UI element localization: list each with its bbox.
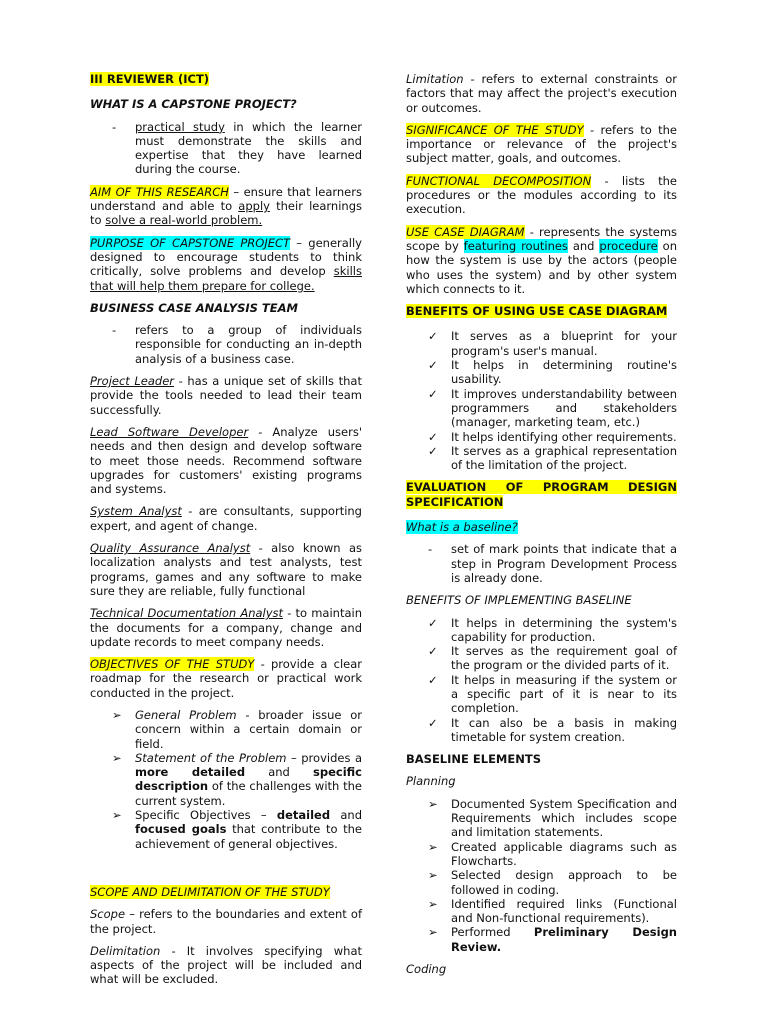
- system-analyst-paragraph: System Analyst - are consultants, supporting expert, and agent of change.: [90, 504, 362, 533]
- arrow-bullet-icon: ➢: [428, 839, 438, 854]
- arrow-bullet-icon: ➢: [428, 925, 438, 940]
- coding-subheading: Coding: [406, 962, 447, 977]
- benefits-list: [406, 329, 677, 472]
- arrow-bullet-icon: ➢: [112, 707, 122, 722]
- list-item: - refers to a group of individuals responsible for conducting an in-depth analysis of a business case.: [112, 323, 362, 366]
- evaluation-heading: EVALUATION OF PROGRAM DESIGN SPECIFICATION: [406, 480, 677, 509]
- arrow-bullet-icon: ➢: [428, 796, 438, 811]
- checkmark-icon: ✓: [428, 672, 438, 687]
- list-item: ➢ Statement of the Problem – provides a more detailed and specific description of the challenges with the current system.: [112, 750, 362, 808]
- functional-decomposition-paragraph: FUNCTIONAL DECOMPOSITION - lists the procedures or the modules according to its execution.: [406, 173, 677, 217]
- team-definition-list: [90, 323, 362, 366]
- list-item: ➢ Identified required links (Functional and Non-functional requirements).: [428, 896, 677, 926]
- dash-marker: -: [428, 542, 433, 557]
- checkmark-icon: ✓: [428, 329, 438, 344]
- list-item: - practical study in which the learner must demonstrate the skills and expertise that they have learned during the course.: [112, 119, 362, 177]
- project-leader-paragraph: Project Leader - has a unique set of skills that provide the tools needed to lead their team successfully.: [90, 374, 362, 417]
- baseline-question: What is a baseline?: [406, 520, 518, 535]
- list-item: ✓ It serves as a blueprint for your program's user's manual.: [428, 329, 677, 358]
- planning-subheading: Planning: [406, 774, 456, 789]
- limitation-paragraph: Limitation - refers to external constraints or factors that may affect the project's execution or outcomes.: [406, 72, 677, 115]
- list-item: ✓ It helps identifying other requirements.: [428, 429, 677, 444]
- document-title: III REVIEWER (ICT): [90, 72, 210, 86]
- checkmark-icon: ✓: [428, 429, 438, 444]
- arrow-bullet-icon: ➢: [428, 896, 438, 911]
- objectives-paragraph: OBJECTIVES OF THE STUDY - provide a clear roadmap for the research or practical work conducted in the project.: [90, 657, 363, 700]
- list-item: ➢ General Problem - broader issue or concern within a certain domain or field.: [112, 707, 363, 751]
- checkmark-icon: ✓: [428, 644, 438, 659]
- list-item: ➢ Documented System Specification and Requirements which includes scope and limitation statements.: [428, 796, 677, 840]
- checkmark-icon: ✓: [428, 386, 438, 401]
- aim-paragraph: AIM OF THIS RESEARCH – ensure that learners understand and able to apply their learnings to solve a real-world problem.: [90, 184, 362, 228]
- dash-marker: -: [112, 323, 117, 338]
- checkmark-icon: ✓: [428, 358, 438, 373]
- right-column: [406, 72, 677, 984]
- team-heading: BUSINESS CASE ANALYSIS TEAM: [90, 300, 298, 315]
- list-item: ✓ It serves as the requirement goal of the program or the divided parts of it.: [428, 644, 677, 673]
- list-item: ✓ It helps in determining the system's capability for production.: [428, 615, 677, 644]
- capstone-definition-list: [90, 120, 362, 177]
- planning-list: [406, 797, 677, 954]
- list-item: ➢ Created applicable diagrams such as Flowcharts.: [428, 839, 677, 868]
- list-item: ✓ It helps in determining routine's usability.: [428, 358, 677, 387]
- list-item: ✓ It helps in measuring if the system or a specific part of it is near to its completion.: [428, 672, 677, 716]
- implementing-baseline-heading: BENEFITS OF IMPLEMENTING BASELINE: [406, 593, 632, 608]
- arrow-bullet-icon: ➢: [428, 868, 438, 883]
- list-item: ✓ It improves understandability between programmers and stakeholders (manager, marketing team, etc.): [428, 386, 677, 430]
- scope-heading: SCOPE AND DELIMITATION OF THE STUDY: [90, 884, 330, 899]
- arrow-bullet-icon: ➢: [112, 808, 122, 823]
- use-case-diagram-paragraph: USE CASE DIAGRAM - represents the systems scope by featuring routines and procedure on how the system is use by the actors (people who uses the system) and by other system which connects to it.: [406, 224, 678, 296]
- arrow-bullet-icon: ➢: [112, 750, 122, 765]
- baseline-definition-list: [406, 542, 677, 585]
- benefits-heading: BENEFITS OF USING USE CASE DIAGRAM: [406, 304, 668, 319]
- lead-developer-paragraph: Lead Software Developer - Analyze users' needs and then design and develop software to meet those needs. Recommend software upgrades for customers' existing programs and systems.: [90, 424, 363, 497]
- tech-doc-analyst-paragraph: Technical Documentation Analyst - to maintain the documents for a company, change and update records to meet company needs.: [90, 606, 362, 649]
- list-item: - set of mark points that indicate that a step in Program Development Process is already done.: [428, 542, 677, 585]
- list-item: ➢ Performed Preliminary Design Review.: [428, 925, 677, 954]
- purpose-paragraph: PURPOSE OF CAPSTONE PROJECT – generally designed to encourage students to think critically, solve problems and develop skills that will help them prepare for college.: [90, 235, 362, 293]
- scope-paragraph: Scope – refers to the boundaries and extent of the project.: [90, 907, 362, 936]
- checkmark-icon: ✓: [428, 615, 438, 630]
- implementing-baseline-list: [406, 616, 677, 745]
- list-item: ✓ It serves as a graphical representation of the limitation of the project.: [428, 443, 677, 473]
- baseline-elements-heading: BASELINE ELEMENTS: [406, 752, 541, 767]
- list-item: ➢ Specific Objectives – detailed and focused goals that contribute to the achievement of general objectives.: [112, 808, 363, 851]
- significance-paragraph: SIGNIFICANCE OF THE STUDY - refers to the importance or relevance of the project's subject matter, goals, and outcomes.: [406, 122, 677, 166]
- qa-analyst-paragraph: Quality Assurance Analyst - also known as localization analysts and test analysts, test programs, games and any software to make sure they are reliable, fully functional: [90, 541, 362, 598]
- spacer: [90, 859, 362, 885]
- dash-marker: -: [112, 119, 117, 134]
- checkmark-icon: ✓: [428, 443, 438, 458]
- checkmark-icon: ✓: [428, 715, 438, 730]
- capstone-heading: WHAT IS A CAPSTONE PROJECT?: [90, 97, 297, 112]
- left-column: [90, 72, 362, 995]
- delimitation-paragraph: Delimitation - It involves specifying what aspects of the project will be included and what will be excluded.: [90, 943, 362, 987]
- list-item: ✓ It can also be a basis in making timetable for system creation.: [428, 715, 677, 744]
- list-item: ➢ Selected design approach to be followed in coding.: [428, 868, 677, 897]
- objectives-list: [90, 708, 362, 851]
